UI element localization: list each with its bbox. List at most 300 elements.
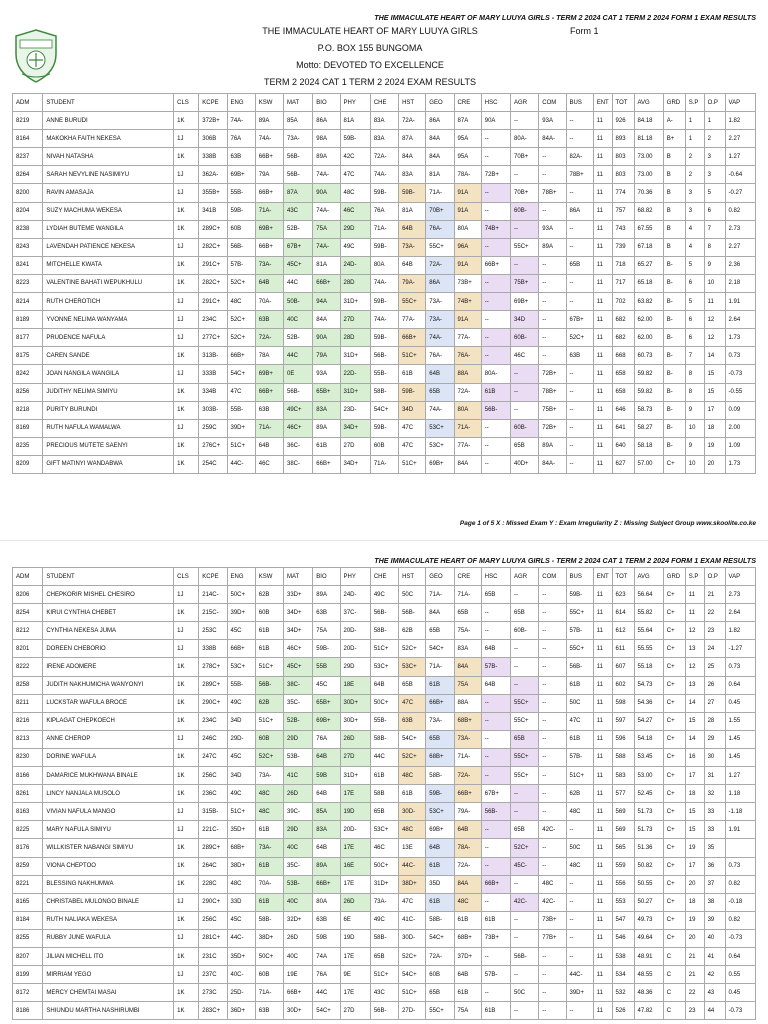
table-cell-avg: 47.82 bbox=[634, 1002, 663, 1020]
table-cell-mat: 35C- bbox=[284, 694, 313, 712]
table-cell-hsc: 66B+ bbox=[481, 256, 510, 274]
table-cell-tot: 577 bbox=[612, 785, 634, 803]
school-crest-icon bbox=[12, 28, 60, 84]
table-cell-cls: 1J bbox=[174, 184, 199, 202]
table-cell-mat: 34D+ bbox=[284, 604, 313, 622]
table-cell-eng: 45C bbox=[227, 911, 255, 929]
table-cell-geo: 72A- bbox=[426, 947, 454, 965]
table-cell-ent: 11 bbox=[593, 857, 612, 875]
table-cell-grd: C+ bbox=[663, 730, 685, 748]
table-cell-vap: -0.73 bbox=[725, 929, 755, 947]
table-cell-eng: 57B- bbox=[227, 256, 255, 274]
column-header: AGR bbox=[511, 94, 539, 112]
table-cell-cre: 71A- bbox=[454, 586, 481, 604]
table-cell-bio: 75A bbox=[313, 220, 340, 238]
table-cell-ksw: 60B bbox=[255, 730, 283, 748]
table-cell-hst: 53C+ bbox=[399, 658, 426, 676]
table-cell-hst: 59B- bbox=[399, 184, 426, 202]
table-cell-sp: 21 bbox=[685, 966, 704, 984]
table-cell-cre: 80A bbox=[454, 220, 481, 238]
table-cell-hsc: -- bbox=[481, 347, 510, 365]
table-cell-cls: 1K bbox=[174, 857, 199, 875]
table-cell-che: 46C bbox=[370, 839, 398, 857]
table-cell-mat: 52B- bbox=[284, 220, 313, 238]
table-cell-eng: 48C bbox=[227, 293, 255, 311]
table-cell-ent: 11 bbox=[593, 311, 612, 329]
table-cell-cre: 72A- bbox=[454, 857, 481, 875]
table-cell-vap: -0.27 bbox=[725, 184, 755, 202]
table-row bbox=[13, 803, 756, 821]
table-cell-vap: 1.91 bbox=[725, 293, 755, 311]
table-cell-bus: 63B bbox=[566, 347, 593, 365]
table-cell-phy: 17E bbox=[340, 785, 370, 803]
table-cell-hsc: -- bbox=[481, 839, 510, 857]
table-cell-eng: 51C+ bbox=[227, 803, 255, 821]
table-cell-kcpe: 231C bbox=[199, 947, 227, 965]
column-header: HST bbox=[399, 94, 426, 112]
table-cell-che: 49C bbox=[370, 911, 398, 929]
table-cell-bus: -- bbox=[566, 383, 593, 401]
table-cell-bus: 52C+ bbox=[566, 329, 593, 347]
column-header: ENT bbox=[593, 568, 612, 586]
table-cell-bio: 66B+ bbox=[313, 875, 340, 893]
column-header: CRE bbox=[454, 94, 481, 112]
table-cell-com: 48C bbox=[539, 875, 566, 893]
table-cell-cls: 1K bbox=[174, 112, 199, 130]
table-cell-bio: 94A bbox=[313, 293, 340, 311]
table-cell-kcpe: 264C bbox=[199, 857, 227, 875]
table-cell-hsc: 90A bbox=[481, 112, 510, 130]
table-row bbox=[13, 365, 756, 383]
table-cell-mat: 35C- bbox=[284, 857, 313, 875]
table-cell-op: 10 bbox=[704, 274, 725, 292]
table-cell-bus: 55C+ bbox=[566, 604, 593, 622]
table-cell-agr: -- bbox=[511, 929, 539, 947]
table-cell-student: VIVIAN NAFULA MANGO bbox=[43, 803, 174, 821]
table-cell-vap: -0.18 bbox=[725, 893, 755, 911]
table-cell-com: -- bbox=[539, 748, 566, 766]
table-cell-op: 9 bbox=[704, 256, 725, 274]
table-cell-kcpe: 289C+ bbox=[199, 839, 227, 857]
table-cell-sp: 19 bbox=[685, 911, 704, 929]
table-cell-kcpe: 234C bbox=[199, 311, 227, 329]
table-cell-eng: 34D bbox=[227, 767, 255, 785]
table-cell-com: -- bbox=[539, 604, 566, 622]
table-cell-com: 89A bbox=[539, 238, 566, 256]
table-cell-eng: 59B- bbox=[227, 202, 255, 220]
table-cell-student: JUDITH NAKHUMICHA WANYONYI bbox=[43, 676, 174, 694]
table-cell-hst: 73A- bbox=[399, 238, 426, 256]
table-cell-geo: 65B bbox=[426, 730, 454, 748]
table-cell-student: RUTH CHEROTICH bbox=[43, 293, 174, 311]
table-cell-sp: 20 bbox=[685, 875, 704, 893]
table-cell-ksw: 60B bbox=[255, 604, 283, 622]
table-cell-adm: 8219 bbox=[13, 112, 43, 130]
table-cell-ksw: 79A bbox=[255, 166, 283, 184]
table-cell-kcpe: 215C- bbox=[199, 604, 227, 622]
table-cell-student: JILIAN MICHELL ITO bbox=[43, 947, 174, 965]
table-cell-geo: 65B bbox=[426, 383, 454, 401]
table-cell-adm: 8218 bbox=[13, 401, 43, 419]
table-cell-bio: 69B+ bbox=[313, 712, 340, 730]
table-cell-kcpe: 246C bbox=[199, 730, 227, 748]
table-cell-adm: 8201 bbox=[13, 640, 43, 658]
table-cell-mat: 66B+ bbox=[284, 984, 313, 1002]
table-cell-op: 31 bbox=[704, 767, 725, 785]
table-cell-ksw: 48C bbox=[255, 785, 283, 803]
table-row bbox=[13, 730, 756, 748]
table-cell-sp: 8 bbox=[685, 365, 704, 383]
table-cell-geo: 54C+ bbox=[426, 640, 454, 658]
table-cell-bus: 65B bbox=[566, 256, 593, 274]
table-cell-ent: 11 bbox=[593, 658, 612, 676]
table-cell-che: 83A bbox=[370, 130, 398, 148]
table-cell-hsc: 72B+ bbox=[481, 166, 510, 184]
table-cell-avg: 70.36 bbox=[634, 184, 663, 202]
table-cell-student: VALENTINE BAHATI WEPUKHULU bbox=[43, 274, 174, 292]
table-cell-sp: 8 bbox=[685, 383, 704, 401]
table-cell-ent: 11 bbox=[593, 329, 612, 347]
table-cell-phy: 17E bbox=[340, 947, 370, 965]
table-cell-mat: 44C bbox=[284, 347, 313, 365]
table-cell-cls: 1J bbox=[174, 293, 199, 311]
table-cell-avg: 62.00 bbox=[634, 329, 663, 347]
column-header: KSW bbox=[255, 94, 283, 112]
table-cell-mat: 43C bbox=[284, 202, 313, 220]
table-cell-bio: 90A bbox=[313, 184, 340, 202]
table-cell-adm: 8258 bbox=[13, 676, 43, 694]
table-cell-phy: 27D bbox=[340, 1002, 370, 1020]
table-cell-ent: 11 bbox=[593, 220, 612, 238]
table-cell-ksw: 69B+ bbox=[255, 365, 283, 383]
table-cell-com: 42C- bbox=[539, 893, 566, 911]
table-cell-agr: 56B- bbox=[511, 947, 539, 965]
table-cell-hsc: 56B- bbox=[481, 401, 510, 419]
table-cell-ksw: 51C+ bbox=[255, 712, 283, 730]
table-cell-cre: 68B+ bbox=[454, 712, 481, 730]
table-cell-geo: 58B- bbox=[426, 911, 454, 929]
table-cell-hst: 61B bbox=[399, 365, 426, 383]
table-cell-adm: 8169 bbox=[13, 419, 43, 437]
table-cell-phy: 29D bbox=[340, 220, 370, 238]
table-cell-geo: 71A- bbox=[426, 184, 454, 202]
table-cell-agr: 60B- bbox=[511, 202, 539, 220]
table-cell-ent: 11 bbox=[593, 130, 612, 148]
table-cell-ksw: 71A- bbox=[255, 419, 283, 437]
table-cell-vap: 0.82 bbox=[725, 911, 755, 929]
table-cell-hst: 65B bbox=[399, 676, 426, 694]
table-cell-com: 72B+ bbox=[539, 419, 566, 437]
table-cell-com: -- bbox=[539, 712, 566, 730]
table-cell-ent: 11 bbox=[593, 748, 612, 766]
table-cell-geo: 61B bbox=[426, 676, 454, 694]
table-cell-hsc: -- bbox=[481, 767, 510, 785]
table-cell-bio: 45C bbox=[313, 676, 340, 694]
table-cell-phy: 47C bbox=[340, 166, 370, 184]
table-cell-student: DOREEN CHEBORIO bbox=[43, 640, 174, 658]
table-cell-geo: 60B bbox=[426, 966, 454, 984]
table-cell-phy: 9E bbox=[340, 966, 370, 984]
table-cell-grd: C+ bbox=[663, 821, 685, 839]
table-cell-vap: 1.73 bbox=[725, 329, 755, 347]
table-cell-cre: 64B bbox=[454, 821, 481, 839]
table-cell-che: 49C bbox=[370, 586, 398, 604]
table-cell-student: LAVENDAH PATIENCE NEKESA bbox=[43, 238, 174, 256]
table-cell-student: VIONA CHEPTOO bbox=[43, 857, 174, 875]
table-cell-eng: 69B+ bbox=[227, 166, 255, 184]
table-cell-geo: 84A bbox=[426, 130, 454, 148]
table-cell-ent: 11 bbox=[593, 455, 612, 473]
table-cell-ksw: 60B bbox=[255, 966, 283, 984]
table-cell-tot: 565 bbox=[612, 839, 634, 857]
table-cell-eng: 39D+ bbox=[227, 604, 255, 622]
table-cell-adm: 8166 bbox=[13, 767, 43, 785]
table-cell-che: 55B- bbox=[370, 712, 398, 730]
table-cell-geo: 53C+ bbox=[426, 437, 454, 455]
table-cell-geo: 35D bbox=[426, 875, 454, 893]
table-cell-com: -- bbox=[539, 311, 566, 329]
table-cell-com: -- bbox=[539, 767, 566, 785]
table-cell-hst: 51C+ bbox=[399, 984, 426, 1002]
table-cell-ent: 11 bbox=[593, 875, 612, 893]
table-cell-eng: 56B- bbox=[227, 238, 255, 256]
table-cell-phy: 37C- bbox=[340, 604, 370, 622]
table-cell-ksw: 66B+ bbox=[255, 383, 283, 401]
column-header: GRD bbox=[663, 94, 685, 112]
table-cell-che: 65B bbox=[370, 803, 398, 821]
table-row bbox=[13, 419, 756, 437]
table-cell-avg: 54.18 bbox=[634, 730, 663, 748]
table-cell-bus: -- bbox=[566, 130, 593, 148]
table-cell-hsc: -- bbox=[481, 274, 510, 292]
table-cell-cre: 77A- bbox=[454, 437, 481, 455]
table-cell-vap: 1.45 bbox=[725, 748, 755, 766]
table-cell-avg: 63.82 bbox=[634, 293, 663, 311]
table-cell-grd: C+ bbox=[663, 785, 685, 803]
table-cell-adm: 8172 bbox=[13, 984, 43, 1002]
table-cell-vap: 1.91 bbox=[725, 821, 755, 839]
table-cell-hsc: 57B- bbox=[481, 966, 510, 984]
table-cell-vap: 1.55 bbox=[725, 712, 755, 730]
table-cell-mat: 32D+ bbox=[284, 911, 313, 929]
table-cell-vap: 2.00 bbox=[725, 419, 755, 437]
table-cell-vap: 0.64 bbox=[725, 676, 755, 694]
column-header: ENT bbox=[593, 94, 612, 112]
table-cell-bus: 57B- bbox=[566, 622, 593, 640]
table-cell-com: -- bbox=[539, 274, 566, 292]
table-cell-eng: 45C bbox=[227, 622, 255, 640]
table-cell-grd: C+ bbox=[663, 604, 685, 622]
table-cell-bus: -- bbox=[566, 220, 593, 238]
table-cell-phy: 27D bbox=[340, 437, 370, 455]
table-cell-avg: 56.64 bbox=[634, 586, 663, 604]
table-cell-agr: 75B+ bbox=[511, 274, 539, 292]
table-cell-grd: C+ bbox=[663, 748, 685, 766]
table-cell-sp: 10 bbox=[685, 419, 704, 437]
table-cell-sp: 13 bbox=[685, 640, 704, 658]
table-cell-com: 84A- bbox=[539, 455, 566, 473]
table-cell-ent: 11 bbox=[593, 984, 612, 1002]
column-header: KSW bbox=[255, 568, 283, 586]
table-cell-kcpe: 341B bbox=[199, 202, 227, 220]
table-cell-bio: 89A bbox=[313, 419, 340, 437]
table-cell-ent: 11 bbox=[593, 676, 612, 694]
table-cell-mat: 38C- bbox=[284, 455, 313, 473]
table-cell-hst: 47C bbox=[399, 419, 426, 437]
table-cell-vap: -1.27 bbox=[725, 640, 755, 658]
table-cell-grd: B+ bbox=[663, 130, 685, 148]
table-cell-ent: 11 bbox=[593, 947, 612, 965]
table-cell-che: 56B- bbox=[370, 1002, 398, 1020]
table-cell-sp: 21 bbox=[685, 947, 704, 965]
table-cell-ksw: 66B+ bbox=[255, 238, 283, 256]
table-cell-vap: -1.18 bbox=[725, 803, 755, 821]
table-cell-hsc: -- bbox=[481, 821, 510, 839]
table-cell-op: 26 bbox=[704, 676, 725, 694]
table-cell-mat: 29D bbox=[284, 821, 313, 839]
column-header: AVG bbox=[634, 94, 663, 112]
table-cell-ent: 11 bbox=[593, 437, 612, 455]
table-cell-geo: 84A bbox=[426, 604, 454, 622]
table-cell-cre: 91A bbox=[454, 184, 481, 202]
table-row bbox=[13, 202, 756, 220]
table-cell-agr: 40D+ bbox=[511, 455, 539, 473]
table-row bbox=[13, 947, 756, 965]
table-cell-op: 37 bbox=[704, 875, 725, 893]
table-cell-agr: -- bbox=[511, 1002, 539, 1020]
table-cell-eng: 49C bbox=[227, 694, 255, 712]
table-cell-vap: 2.27 bbox=[725, 130, 755, 148]
table-cell-cre: 66B+ bbox=[454, 785, 481, 803]
table-cell-cls: 1K bbox=[174, 202, 199, 220]
table-cell-vap: 1.82 bbox=[725, 622, 755, 640]
table-cell-ksw: 70A- bbox=[255, 875, 283, 893]
table-cell-tot: 547 bbox=[612, 911, 634, 929]
table-cell-hst: 50C bbox=[399, 586, 426, 604]
table-cell-sp: 18 bbox=[685, 893, 704, 911]
table-cell-student: RUTH NALIAKA WEKESA bbox=[43, 911, 174, 929]
table-cell-phy: 31D+ bbox=[340, 383, 370, 401]
table-cell-cls: 1J bbox=[174, 893, 199, 911]
table-cell-adm: 8184 bbox=[13, 911, 43, 929]
table-cell-ksw: 66B+ bbox=[255, 184, 283, 202]
table-cell-op: 27 bbox=[704, 694, 725, 712]
table-cell-mat: 50B- bbox=[284, 293, 313, 311]
table-cell-phy: 22D- bbox=[340, 365, 370, 383]
table-cell-ksw: 51C+ bbox=[255, 658, 283, 676]
table-cell-bus: -- bbox=[566, 455, 593, 473]
table-cell-ksw: 63B bbox=[255, 401, 283, 419]
table-cell-agr: 80A- bbox=[511, 130, 539, 148]
table-cell-student: KIRUI CYNTHIA CHEBET bbox=[43, 604, 174, 622]
table-cell-vap: -0.64 bbox=[725, 166, 755, 184]
table-cell-che: 56B- bbox=[370, 604, 398, 622]
table-cell-tot: 682 bbox=[612, 311, 634, 329]
table-cell-student: SUZY MACHUMA WEKESA bbox=[43, 202, 174, 220]
table-cell-cre: 75A bbox=[454, 676, 481, 694]
table-cell-tot: 583 bbox=[612, 767, 634, 785]
table-cell-agr: 60B- bbox=[511, 419, 539, 437]
column-header: CHE bbox=[370, 94, 398, 112]
table-cell-phy: 17E bbox=[340, 984, 370, 1002]
table-cell-kcpe: 306B bbox=[199, 130, 227, 148]
table-cell-ent: 11 bbox=[593, 401, 612, 419]
table-cell-kcpe: 256C bbox=[199, 911, 227, 929]
table-cell-bus: -- bbox=[566, 293, 593, 311]
table-cell-bus: 61B bbox=[566, 730, 593, 748]
table-cell-ksw: 63B bbox=[255, 311, 283, 329]
table-cell-hsc: -- bbox=[481, 857, 510, 875]
table-cell-bus: 55C+ bbox=[566, 640, 593, 658]
table-cell-hsc: -- bbox=[481, 712, 510, 730]
table-cell-bus: 56B- bbox=[566, 658, 593, 676]
table-cell-hst: 30D- bbox=[399, 803, 426, 821]
table-cell-grd: B- bbox=[663, 419, 685, 437]
table-cell-agr: -- bbox=[511, 401, 539, 419]
table-cell-op: 6 bbox=[704, 202, 725, 220]
page-footer: Page 1 of 5 X : Missed Exam Y : Exam Irregularity Z : Missing Subject Group www.skoolite.co.ke bbox=[459, 520, 756, 527]
table-cell-adm: 8207 bbox=[13, 947, 43, 965]
table-cell-com: 75B+ bbox=[539, 401, 566, 419]
table-cell-agr: 55C+ bbox=[511, 712, 539, 730]
table-cell-adm: 8163 bbox=[13, 803, 43, 821]
table-cell-sp: 6 bbox=[685, 329, 704, 347]
table-cell-mat: 19E bbox=[284, 966, 313, 984]
table-cell-cre: 80A bbox=[454, 401, 481, 419]
table-cell-grd: C+ bbox=[663, 694, 685, 712]
table-cell-hsc: -- bbox=[481, 984, 510, 1002]
table-cell-hst: 72A- bbox=[399, 112, 426, 130]
table-cell-sp: 17 bbox=[685, 857, 704, 875]
table-row bbox=[13, 658, 756, 676]
table-cell-hsc: -- bbox=[481, 622, 510, 640]
table-cell-grd: C+ bbox=[663, 622, 685, 640]
table-cell-che: 31D+ bbox=[370, 875, 398, 893]
table-cell-eng: 48C bbox=[227, 875, 255, 893]
table-cell-grd: C bbox=[663, 947, 685, 965]
table-cell-avg: 51.36 bbox=[634, 839, 663, 857]
table-cell-hsc: -- bbox=[481, 329, 510, 347]
table-cell-hst: 64B bbox=[399, 220, 426, 238]
table-cell-com: -- bbox=[539, 676, 566, 694]
table-cell-com: -- bbox=[539, 256, 566, 274]
table-cell-bus: 59B- bbox=[566, 586, 593, 604]
table-cell-student: SHIUNDU MARTHA NASHIRUMBI bbox=[43, 1002, 174, 1020]
table-cell-eng: 52C+ bbox=[227, 311, 255, 329]
table-cell-bio: 63B bbox=[313, 604, 340, 622]
table-row bbox=[13, 586, 756, 604]
table-cell-ksw: 78A bbox=[255, 347, 283, 365]
table-row bbox=[13, 401, 756, 419]
table-cell-student: YVONNE NELIMA WANYAMA bbox=[43, 311, 174, 329]
table-cell-cre: 61B bbox=[454, 984, 481, 1002]
table-cell-bio: 93A bbox=[313, 365, 340, 383]
table-cell-ksw: 56B- bbox=[255, 676, 283, 694]
table-cell-kcpe: 283C+ bbox=[199, 1002, 227, 1020]
column-header: AGR bbox=[511, 568, 539, 586]
table-cell-vap: 1.27 bbox=[725, 767, 755, 785]
table-cell-com: -- bbox=[539, 947, 566, 965]
table-cell-mat: 41C bbox=[284, 767, 313, 785]
table-cell-phy: 20D- bbox=[340, 821, 370, 839]
table-cell-mat: 26D bbox=[284, 785, 313, 803]
table-cell-geo: 73A- bbox=[426, 293, 454, 311]
table-cell-adm: 8199 bbox=[13, 966, 43, 984]
table-cell-hst: 44C- bbox=[399, 857, 426, 875]
table-cell-ksw: 89A bbox=[255, 112, 283, 130]
table-cell-hsc: -- bbox=[481, 694, 510, 712]
table-cell-geo: 58B- bbox=[426, 767, 454, 785]
